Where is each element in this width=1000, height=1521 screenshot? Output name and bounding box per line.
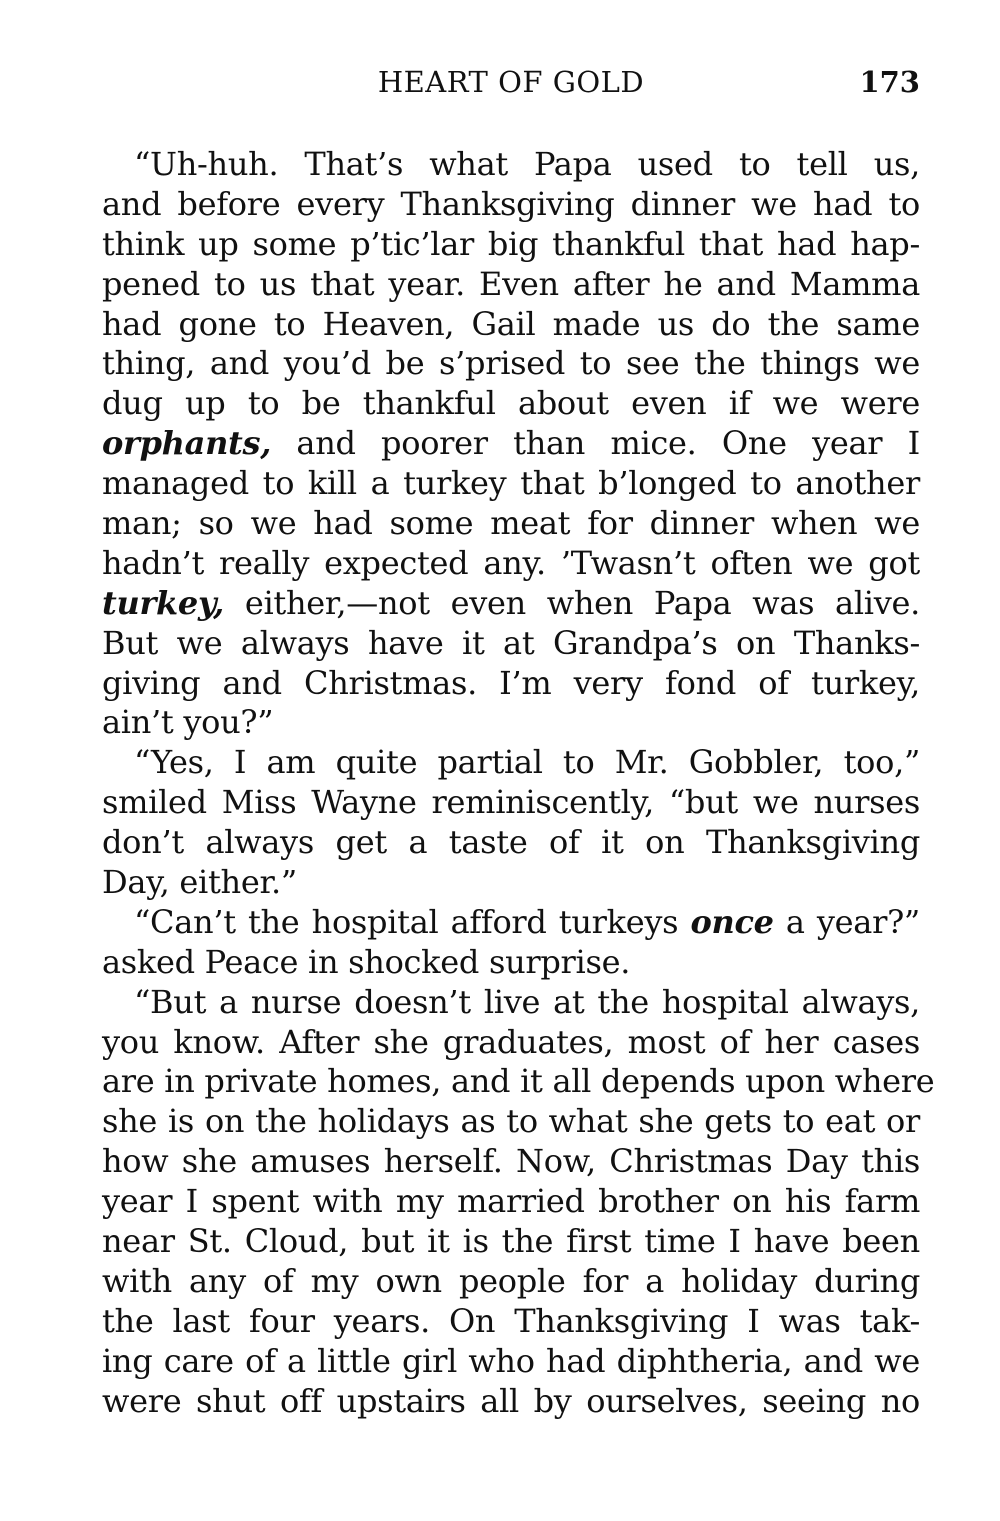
text-line: the last four years. On Thanksgiving I was tak- (102, 1301, 920, 1340)
text-line: she is on the holidays as to what she gets to eat or (102, 1102, 920, 1141)
text-line (102, 903, 920, 943)
text-line: how she amuses herself. Now, Christmas Day this (102, 1142, 920, 1181)
text-line: with any of my own people for a holiday during (102, 1261, 920, 1300)
text-segment: and poorer than mice. One year I (271, 424, 920, 463)
text-line: had gone to Heaven, Gail made us do the same (102, 304, 920, 343)
text-line: “But a nurse doesn’t live at the hospital always, (134, 982, 920, 1021)
text-line (102, 584, 920, 624)
text-line: “Uh-huh. That’s what Papa used to tell us, (134, 145, 920, 183)
text-line: But we always have it at Grandpa’s on Thanks- (102, 623, 920, 662)
text-line: were shut off upstairs all by ourselves, seeing no (102, 1381, 920, 1420)
text-line: pened to us that year. Even after he and Mamma (102, 264, 920, 303)
text-line: near St. Cloud, but it is the first time I have been (102, 1222, 920, 1261)
text-line (102, 424, 920, 464)
text-line: are in private homes, and it all depends upon where (102, 1062, 935, 1101)
text-line: ain’t you?” (102, 703, 274, 742)
running-header (102, 62, 920, 102)
text-line: don’t always get a taste of it on Thanksgiving (102, 823, 920, 862)
italic-word: turkey, (102, 583, 225, 622)
italic-word: orphants, (102, 424, 272, 463)
text-line: thing, and you’d be s’prised to see the things we (102, 344, 920, 383)
text-line: hadn’t really expected any. ’Twasn’t often we got (102, 543, 920, 582)
text-line: smiled Miss Wayne reminiscently, “but we nurses (102, 783, 920, 822)
text-line: asked Peace in shocked surprise. (102, 942, 631, 981)
text-line: man; so we had some meat for dinner when we (102, 504, 920, 543)
text-line: and before every Thanksgiving dinner we had to (102, 184, 920, 223)
text-line: ing care of a little girl who had diphtheria, and we (102, 1341, 920, 1380)
text-line: giving and Christmas. I’m very fond of turkey, (102, 663, 920, 702)
text-segment: “Can’t the hospital afford turkeys (134, 902, 691, 941)
italic-word: once (690, 902, 774, 941)
text-line: Day, either.” (102, 863, 297, 902)
text-segment: either,—not even when Papa was alive. (224, 583, 920, 622)
page-number: 173 (859, 65, 920, 99)
text-segment: a year?” (773, 902, 920, 941)
text-line: managed to kill a turkey that b’longed to another (102, 464, 920, 503)
text-line: dug up to be thankful about even if we were (102, 384, 920, 423)
text-line: “Yes, I am quite partial to Mr. Gobbler, too,” (134, 743, 920, 782)
body-text (102, 145, 935, 1422)
text-line: think up some p’tic’lar big thankful that had hap- (102, 224, 920, 263)
text-line: year I spent with my married brother on his farm (102, 1182, 920, 1221)
running-title: HEART OF GOLD (377, 65, 645, 99)
text-line: you know. After she graduates, most of her cases (102, 1022, 920, 1061)
